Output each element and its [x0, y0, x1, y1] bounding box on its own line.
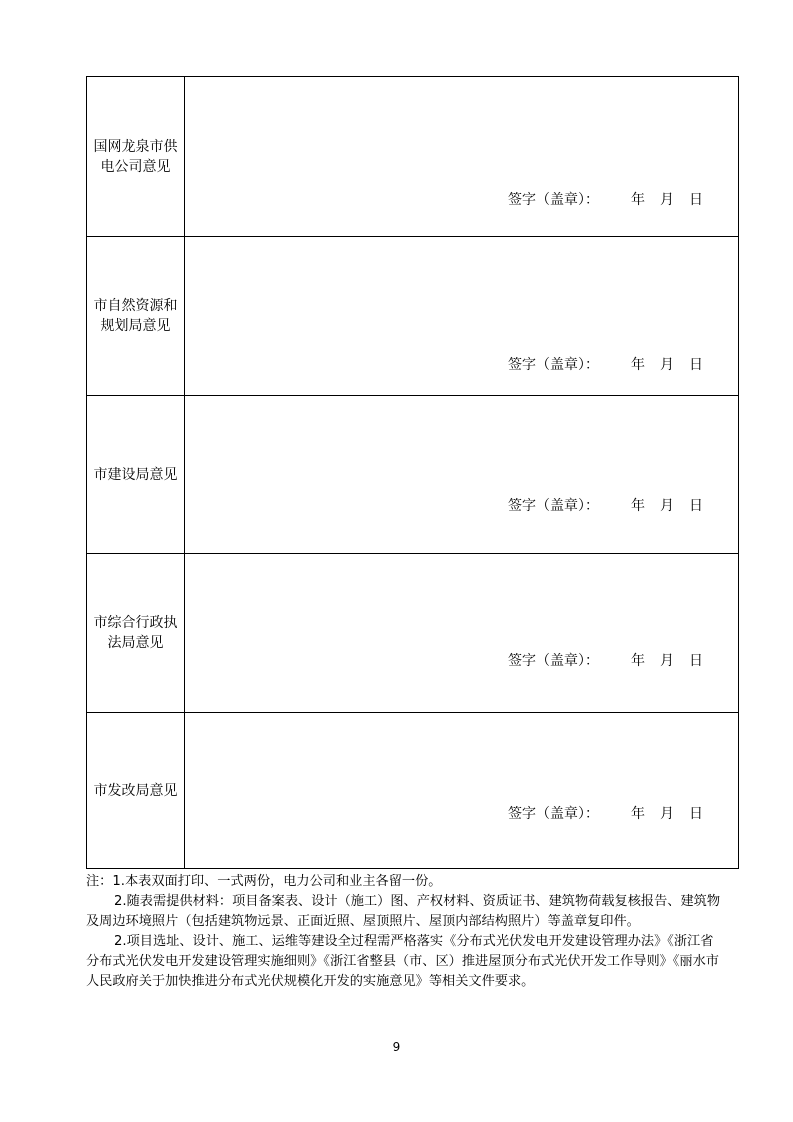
approval-row-development-reform	[87, 712, 738, 868]
note-line-2: 2.随表需提供材料：项目备案表、设计（施工）图、产权材料、资质证书、建筑物荷载复核报告、建筑物及周边环境照片（包括建筑物远景、正面近照、屋顶照片、屋顶内部结构照片）等盖章复印件。	[86, 894, 721, 929]
date-month: 月	[660, 806, 674, 822]
date-year: 年	[631, 806, 645, 822]
date-year: 年	[631, 192, 645, 208]
approval-table	[86, 76, 739, 869]
signature-label: 签字（盖章）：	[508, 653, 599, 669]
signature-line	[508, 354, 703, 374]
page-number: 9	[392, 1040, 401, 1054]
date-day: 日	[689, 806, 703, 822]
date-year: 年	[631, 653, 645, 669]
note-line-3: 2.项目选址、设计、施工、运维等建设全过程需严格落实《分布式光伏发电开发建设管理办法》《浙江省分布式光伏发电开发建设管理实施细则》《浙江省整县（市、区）推进屋顶分布式光伏开发工作导则》《丽水市人民政府关于加快推进分布式光伏规模化开发的实施意见》等相关文件要求。	[86, 934, 719, 989]
signature-label: 签字（盖章）：	[508, 192, 599, 208]
signature-label: 签字（盖章）：	[508, 806, 599, 822]
date-month: 月	[660, 192, 674, 208]
signature-line	[508, 495, 703, 515]
date-day: 日	[689, 653, 703, 669]
approval-row-law-enforcement	[87, 553, 738, 712]
date-month: 月	[660, 357, 674, 373]
approval-row-natural-resources	[87, 236, 738, 395]
signature-line	[508, 803, 703, 823]
row-label-cell	[87, 237, 185, 395]
notes-section	[86, 872, 726, 992]
row-label: 市发改局意见	[93, 782, 178, 799]
row-label-cell	[87, 396, 185, 553]
approval-row-power-company	[87, 77, 738, 236]
date-day: 日	[689, 192, 703, 208]
date-day: 日	[689, 498, 703, 514]
row-label: 市自然资源和规划局意见	[93, 298, 178, 334]
approval-row-construction	[87, 395, 738, 553]
row-label-cell	[87, 554, 185, 712]
row-label: 市建设局意见	[93, 466, 178, 483]
date-year: 年	[631, 498, 645, 514]
row-label: 国网龙泉市供电公司意见	[93, 138, 178, 175]
signature-line	[508, 189, 703, 209]
row-label-cell	[87, 713, 185, 868]
signature-label: 签字（盖章）：	[508, 357, 599, 373]
signature-line	[508, 650, 703, 670]
row-label: 市综合行政执法局意见	[93, 615, 178, 651]
signature-label: 签字（盖章）：	[508, 498, 599, 514]
date-month: 月	[660, 498, 674, 514]
date-day: 日	[689, 357, 703, 373]
date-month: 月	[660, 653, 674, 669]
date-year: 年	[631, 357, 645, 373]
note-line-1: 注：1.本表双面打印、一式两份，电力公司和业主各留一份。	[86, 874, 442, 889]
row-label-cell	[87, 77, 185, 236]
